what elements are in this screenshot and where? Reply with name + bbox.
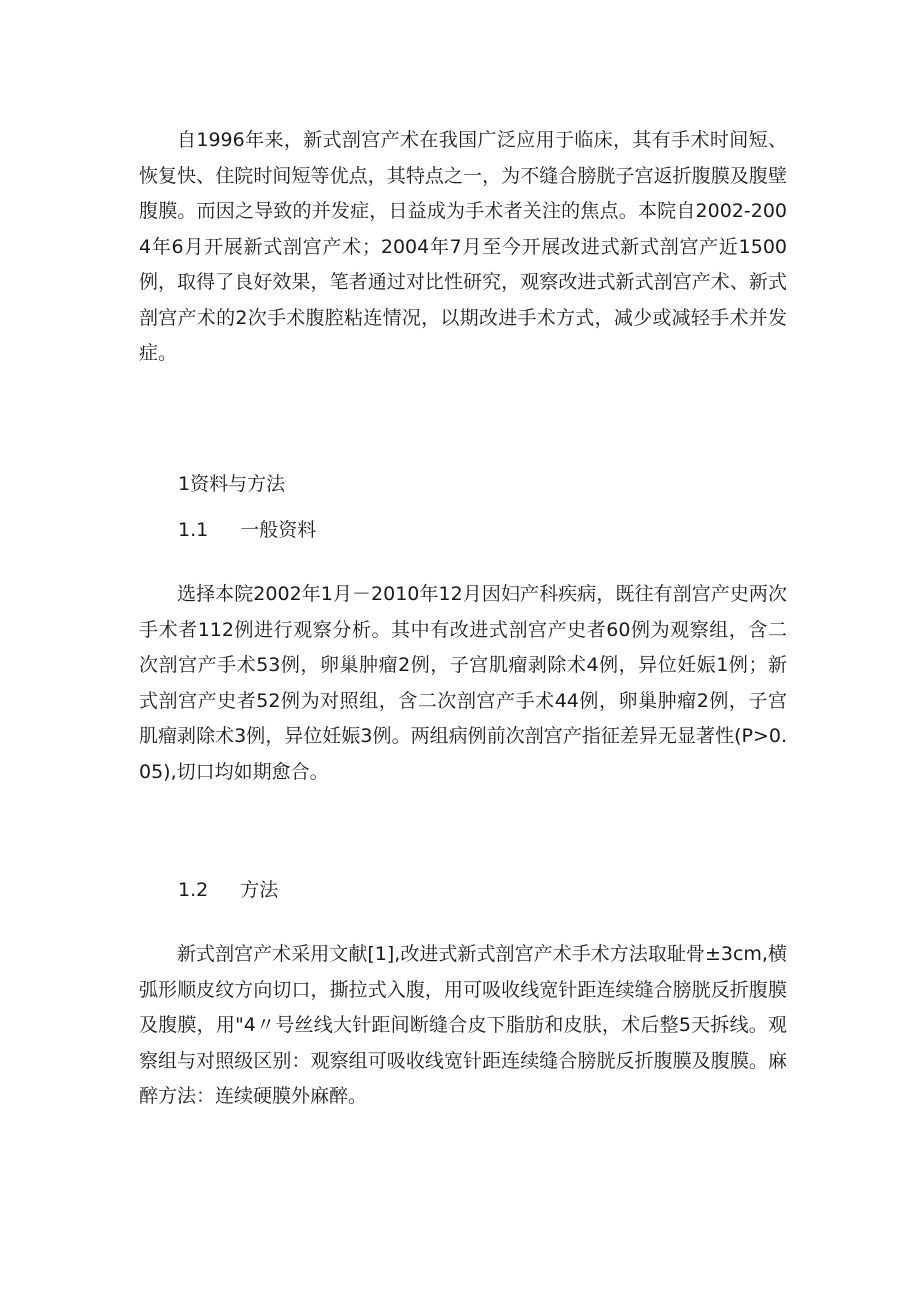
subsection-heading-method <box>178 875 278 905</box>
section-heading-text: 1资料与方法 <box>178 473 286 495</box>
subsection-number: 1.1 <box>178 519 209 541</box>
section-heading-materials-methods <box>178 469 285 499</box>
method-paragraph: 新式剖宫产术采用文献[1],改进式新式剖宫产术手术方法取耻骨±3cm,横弧形顺皮纹方向切口，撕拉式入腹，用可吸收线宽针距连续缝合膀胱反折腹膜及腹膜，用"4〃号丝线大针距间断缝合皮下脂肪和皮肤，术后整5天拆线。观察组与对照级区别：观察组可吸收线宽针距连续缝合膀胱反折腹膜及腹膜。麻醉方法：连续硬膜外麻醉。 <box>139 943 787 1107</box>
intro-paragraph: 自1996年来，新式剖宫产术在我国广泛应用于临床，其有手术时间短、恢复快、住院时间短等优点，其特点之一，为不缝合膀胱子宫返折腹膜及腹壁腹膜。而因之导致的并发症，日益成为手术者关注的焦点。本院自2002-2004年6月开展新式剖宫产术；2004年7月至今开展改进式新式剖宫产近1500例，取得了良好效果，笔者通过对比性研究，观察改进式新式剖宫产术、新式剖宫产术的2次手术腹腔粘连情况，以期改进手术方式，减少或减轻手术并发症。 <box>139 129 787 364</box>
subsection-title: 方法 <box>240 879 279 901</box>
subsection-heading-general-data <box>178 515 316 545</box>
general-data-paragraph: 选择本院2002年1月－2010年12月因妇产科疾病，既往有剖宫产史两次手术者112例进行观察分析。其中有改进式剖宫产史者60例为观察组，含二次剖宫产手术53例，卵巢肿瘤2例，子宫肌瘤剥除术4例，异位妊娠1例；新式剖宫产史者52例为对照组，含二次剖宫产手术44例，卵巢肿瘤2例，子宫肌瘤剥除术3例，异位妊娠3例。两组病例前次剖宫产指征差异无显著性(P>0.05),切口均如期愈合。 <box>139 583 787 783</box>
subsection-title: 一般资料 <box>240 519 317 541</box>
subsection-number: 1.2 <box>178 879 209 901</box>
